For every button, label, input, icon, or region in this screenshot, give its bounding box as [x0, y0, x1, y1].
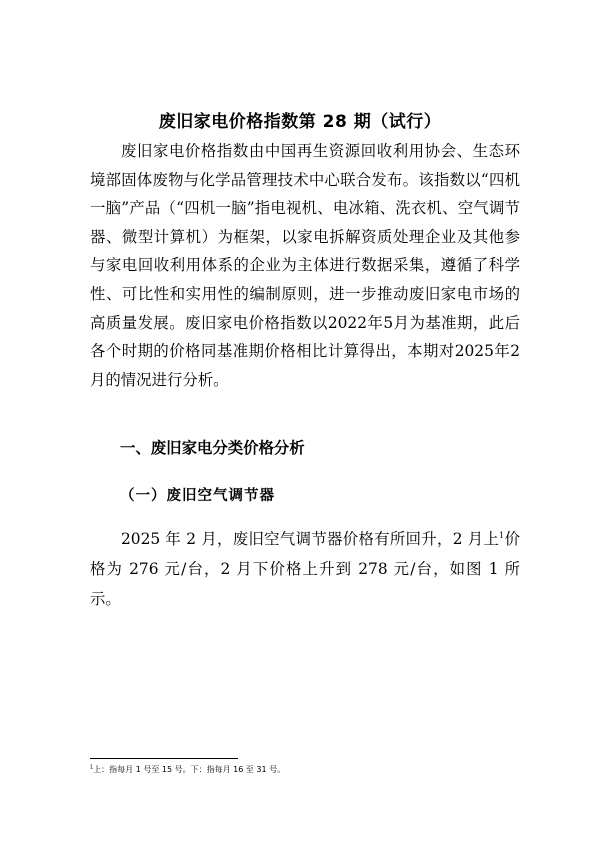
body-paragraph-part1: 2025 年 2 月，废旧空气调节器价格有所回升，2 月上: [121, 530, 500, 548]
footnote-divider: [90, 758, 238, 759]
subsection-heading: （一）废旧空气调节器: [120, 487, 275, 504]
footnote-text: 上：指每月 1 号至 15 号。下：指每月 16 至 31 号。: [93, 765, 286, 774]
body-paragraph: [90, 524, 520, 614]
section-heading: 一、废旧家电分类价格分析: [120, 439, 305, 457]
footnote: [90, 764, 285, 775]
document-title: 废旧家电价格指数第 28 期（试行）: [158, 112, 442, 133]
body-paragraph-part2: 价格为 276 元/台，2 月下价格上升到 278 元/台，如图 1 所示。: [90, 530, 520, 608]
footnote-reference: 1: [499, 530, 505, 540]
intro-paragraph: 废旧家电价格指数由中国再生资源回收利用协会、生态环境部固体废物与化学品管理技术中心联合发布。该指数以“四机一脑”产品（“四机一脑”指电视机、电冰箱、洗衣机、空气调节器、微型计算机）为框架，以家电拆解资质处理企业及其他参与家电回收利用体系的企业为主体进行数据采集，遵循了科学性、可比性和实用性的编制原则，进一步推动废旧家电市场的高质量发展。废旧家电价格指数以2022年5月为基准期，此后各个时期的价格同基准期价格相比计算得出，本期对2025年2月的情况进行分析。: [90, 142, 520, 389]
footnote-marker: 1: [90, 764, 94, 771]
